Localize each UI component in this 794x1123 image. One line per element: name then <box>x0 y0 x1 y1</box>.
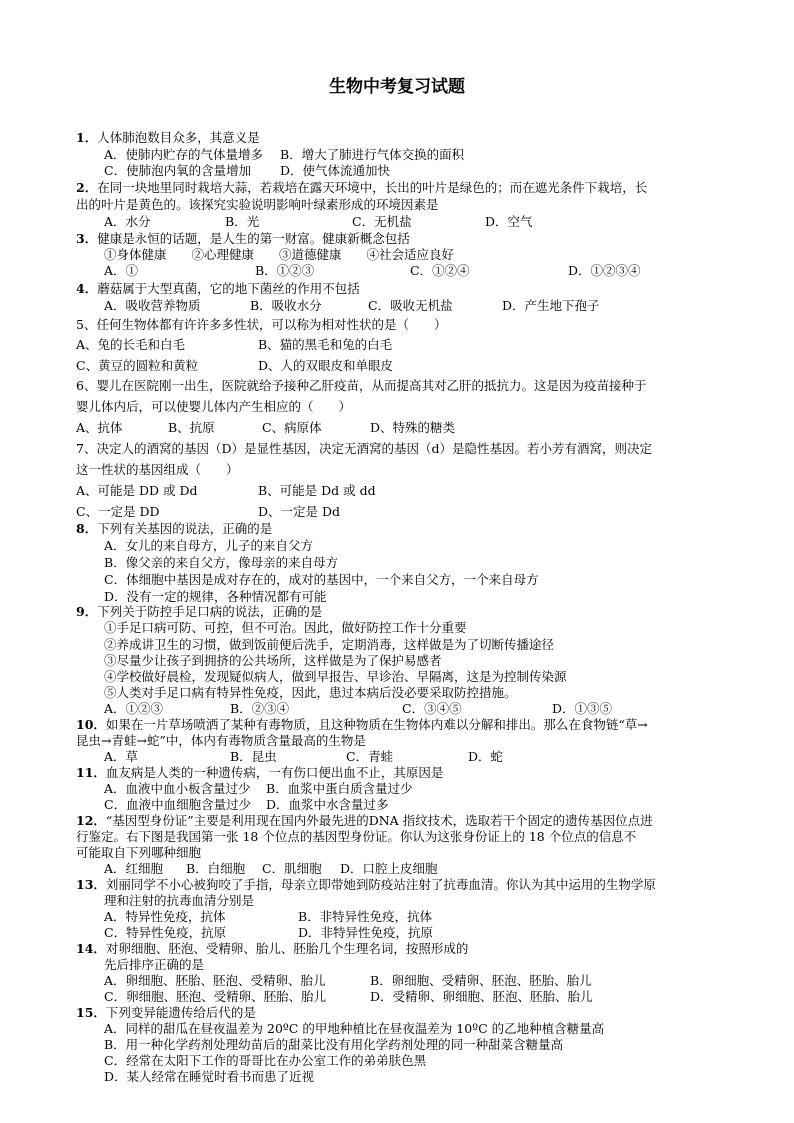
question-8-option-d: D．没有一定的规律，各种情况都有可能 <box>104 589 327 604</box>
question-9-option-c: C．③④⑤ <box>402 701 462 716</box>
question-3-option-d: D．①②③④ <box>568 263 641 278</box>
question-14-option-a: A．卵细胞、胚胎、胚泡、受精卵、胎儿 <box>104 973 326 988</box>
question-4-option-a: A．吸收营养物质 <box>104 298 201 313</box>
question-11-option-a: A．血液中血小板含量过少 <box>104 781 251 796</box>
question-2-option-b: B．光 <box>225 214 260 229</box>
question-12-option-c: C．肌细胞 <box>262 861 322 876</box>
question-1-option-c: C．使肺泡内氧的含量增加 <box>104 163 252 178</box>
question-3-option-c: C．①②④ <box>410 263 470 278</box>
question-4-option-b: B．吸收水分 <box>250 298 322 313</box>
question-15-option-a: A．同样的甜瓜在昼夜温差为 20ºC 的甲地种植比在昼夜温差为 10ºC 的乙地种植含糖量高 <box>104 1021 605 1036</box>
question-7-option-c: C、一定是 DD <box>76 504 160 519</box>
question-13-option-b: B．非特异性免疫，抗体 <box>298 909 433 924</box>
question-15-option-c: C．经常在太阳下工作的哥哥比在办公室工作的弟弟肤色黑 <box>104 1053 427 1068</box>
question-11-option-c: C．血液中血细胞含量过少 <box>104 797 252 812</box>
question-8-option-b: B．像父亲的来自父方，像母亲的来自母方 <box>104 555 339 570</box>
question-15-option-b: B．用一种化学药剂处理幼苗后的甜菜比没有用化学药剂处理的同一种甜菜含糖量高 <box>104 1037 564 1052</box>
question-13-stem-cont: 理和注射的抗毒血清分别是 <box>104 893 255 908</box>
question-1-stem: 1．人体肺泡数目众多，其意义是 <box>76 130 260 145</box>
question-6-option-b: B、抗原 <box>168 420 215 435</box>
question-10-option-b: B．昆虫 <box>230 749 277 764</box>
question-4-stem: 4．蘑菇属于大型真菌，它的地下菌丝的作用不包括 <box>76 281 360 296</box>
question-15-stem: 15．下列变异能遗传给后代的是 <box>76 1005 256 1020</box>
question-5-option-c: C、黄豆的圆粒和黄粒 <box>76 358 199 373</box>
question-2-option-a: A．水分 <box>104 214 151 229</box>
question-9-option-b: B．②③④ <box>230 701 290 716</box>
page-title: 生物中考复习试题 <box>329 77 465 97</box>
question-6-option-a: A、抗体 <box>76 420 123 435</box>
question-12-stem: 12．“基因型身份证”主要是利用现在国内外最先进的DNA 指纹技术，选取若干个固定的遗传基因位点进 <box>76 813 653 828</box>
question-2-option-d: D．空气 <box>485 214 533 229</box>
question-12-stem-cont-1: 行鉴定。右下图是我国第一张 18 个位点的基因型身份证。你认为这张身份证上的 18 个位点的信息不 <box>76 829 637 844</box>
question-14-option-d: D．受精卵、卵细胞、胚泡、胚胎、胎儿 <box>370 989 593 1004</box>
question-9-item-4: ④学校做好晨检，发现疑似病人，做到早报告、早诊治、早隔离，这是为控制传染源 <box>104 669 567 684</box>
question-9-option-a: A．①②③ <box>104 701 164 716</box>
question-7-stem: 7、决定人的酒窝的基因（D）是显性基因，决定无酒窝的基因（d）是隐性基因。若小芳有酒窝，则决定 <box>76 441 652 456</box>
question-9-item-2: ②养成讲卫生的习惯，做到饭前便后洗手，定期消毒，这样做是为了切断传播途径 <box>104 637 555 652</box>
question-5-option-b: B、猫的黑毛和兔的白毛 <box>258 337 393 352</box>
question-10-option-a: A．草 <box>104 749 139 764</box>
question-13-stem: 13．刘丽同学不小心被狗咬了手指，母亲立即带她到防疫站注射了抗毒血清。你认为其中运用的生物学原 <box>76 877 656 892</box>
question-6-stem: 6、婴儿在医院刚一出生，医院就给予接种乙肝疫苗，从而提高其对乙肝的抵抗力。这是因为疫苗接种于 <box>76 378 647 393</box>
question-2-stem-cont: 出的叶片是黄色的。该探究实验说明影响叶绿素形成的环境因素是 <box>76 197 439 212</box>
question-7-option-a: A、可能是 DD 或 Dd <box>76 483 198 498</box>
question-10-stem: 10．如果在一片草场喷洒了某种有毒物质，且这种物质在生物体内难以分解和排出。那么在食物链“草→ <box>76 717 648 732</box>
question-6-option-d: D、特殊的糖类 <box>370 420 456 435</box>
question-6-stem-cont: 婴儿体内后，可以使婴儿体内产生相应的（ ） <box>76 399 352 414</box>
question-10-option-d: D．蛇 <box>468 749 504 764</box>
question-8-stem: 8．下列有关基因的说法，正确的是 <box>76 521 273 536</box>
question-2-option-c: C．无机盐 <box>352 214 412 229</box>
question-8-option-c: C．体细胞中基因是成对存在的，成对的基因中，一个来自父方，一个来自母方 <box>104 572 539 587</box>
question-10-option-c: C．青蛙 <box>346 749 394 764</box>
question-8-option-a: A．女儿的来自母方，儿子的来自父方 <box>104 538 314 553</box>
question-9-stem: 9．下列关于防控手足口病的说法，正确的是 <box>76 604 323 619</box>
question-1-option-a: A．使肺内贮存的气体量增多 <box>104 147 264 162</box>
question-11-stem: 11．血友病是人类的一种遗传病，一有伤口便出血不止，其原因是 <box>76 765 444 780</box>
question-4-option-c: C．吸收无机盐 <box>368 298 453 313</box>
question-14-option-b: B．卵细胞、受精卵、胚泡、胚胎、胎儿 <box>370 973 592 988</box>
question-10-stem-cont: 昆虫→青蛙→蛇”中，体内有毒物质含量最高的生物是 <box>76 733 366 748</box>
question-3-items: ①身体健康 ②心理健康 ③道德健康 ④社会适应良好 <box>104 247 455 262</box>
question-5-option-a: A、兔的长毛和白毛 <box>76 337 186 352</box>
question-7-option-d: D、一定是 Dd <box>258 504 341 519</box>
question-13-option-a: A．特异性免疫，抗体 <box>104 909 226 924</box>
question-14-stem: 14．对卵细胞、胚泡、受精卵、胎儿、胚胎几个生理名词，按照形成的 <box>76 941 469 956</box>
question-2-stem: 2．在同一块地里同时栽培大蒜，若栽培在露天环境中，长出的叶片是绿色的；而在遮光条件下栽培，长 <box>76 180 648 195</box>
question-14-option-c: C．卵细胞、胚泡、受精卵、胚胎、胎儿 <box>104 989 327 1004</box>
question-7-option-b: B、可能是 Dd 或 dd <box>258 483 376 498</box>
question-9-option-d: D．①③⑤ <box>552 701 613 716</box>
question-15-option-d: D．某人经常在睡觉时看书而患了近视 <box>104 1069 315 1084</box>
question-3-stem: 3．健康是永恒的话题，是人生的第一财富。健康新概念包括 <box>76 231 410 246</box>
question-7-stem-cont: 这一性状的基因组成（ ） <box>76 462 239 477</box>
question-12-option-a: A．红细胞 <box>104 861 164 876</box>
question-9-item-3: ③尽量少让孩子到拥挤的公共场所，这样做是为了保护易感者 <box>104 653 442 668</box>
question-3-option-a: A．① <box>104 263 139 278</box>
question-11-option-d: D．血浆中水含量过多 <box>266 797 389 812</box>
question-11-option-b: B．血浆中蛋白质含量过少 <box>266 781 413 796</box>
question-1-option-d: D．使气体流通加快 <box>280 163 391 178</box>
question-14-stem-cont: 先后排序正确的是 <box>104 957 205 972</box>
question-9-item-1: ①手足口病可防、可控，但不可治。因此，做好防控工作十分重要 <box>104 620 467 635</box>
question-6-option-c: C、病原体 <box>262 420 322 435</box>
question-13-option-d: D．非特异性免疫，抗原 <box>298 925 434 940</box>
question-5-option-d: D、人的双眼皮和单眼皮 <box>258 358 394 373</box>
question-12-option-d: D．口腔上皮细胞 <box>340 861 438 876</box>
question-3-option-b: B．①②③ <box>255 263 315 278</box>
question-9-item-5: ⑤人类对手足口病有特异性免疫，因此，患过本病后没必要采取防控措施。 <box>104 685 517 700</box>
question-12-option-b: B．白细胞 <box>186 861 246 876</box>
question-1-option-b: B．增大了肺进行气体交换的面积 <box>280 147 465 162</box>
question-13-option-c: C．特异性免疫，抗原 <box>104 925 227 940</box>
question-5-stem: 5、任何生物体都有许许多多性状，可以称为相对性状的是（ ） <box>76 317 447 332</box>
question-12-stem-cont-2: 可能取自下列哪种细胞 <box>76 845 202 860</box>
question-4-option-d: D．产生地下孢子 <box>502 298 600 313</box>
